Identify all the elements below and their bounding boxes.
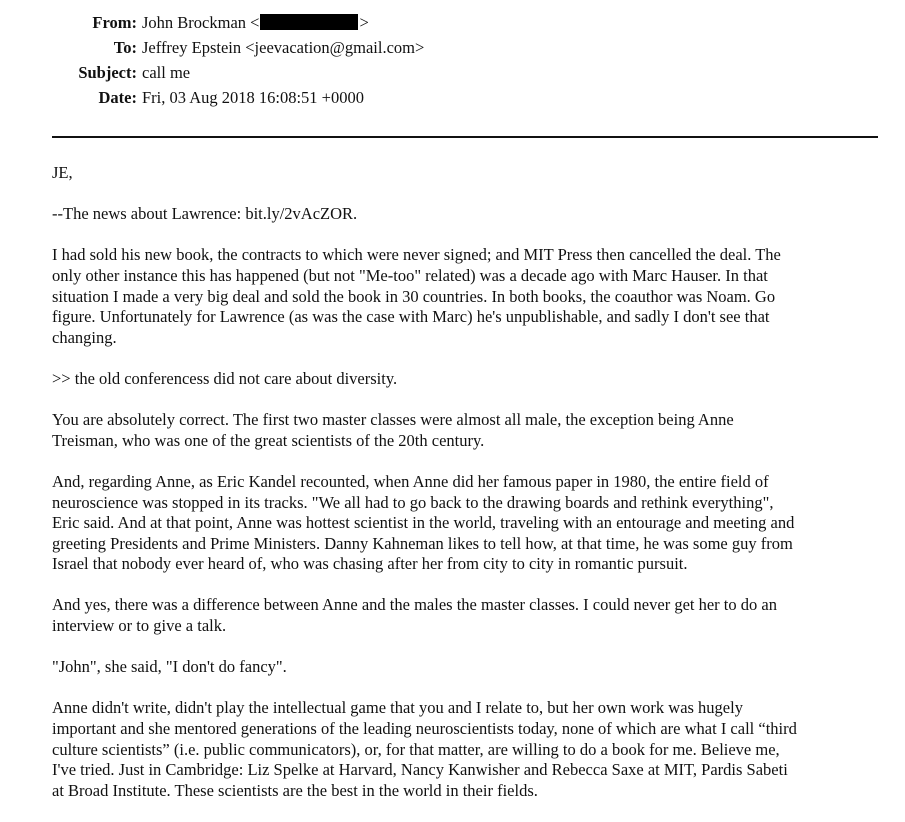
body-line: Anne didn't write, didn't play the intellectual game that you and I relate to, but her own work was hugely (52, 698, 743, 718)
subject-label: Subject: (78, 63, 137, 82)
body-paragraph (52, 204, 887, 225)
date-row (0, 85, 905, 110)
body-line: at Broad Institute. These scientists are the best in the world in their fields. (52, 780, 538, 800)
body-line: only other instance this has happened (but not "Me-too" related) was a decade ago with Marc Hauser. In that (52, 265, 768, 285)
date-value: Fri, 03 Aug 2018 16:08:51 +0000 (142, 88, 364, 107)
body-line: --The news about Lawrence: bit.ly/2vAcZOR. (52, 204, 358, 224)
redaction-box (260, 14, 358, 30)
body-line: Eric said. And at that point, Anne was hottest scientist in the world, traveling with an entourage and meeting and (52, 513, 795, 533)
body-paragraph (52, 472, 887, 575)
body-line: And yes, there was a difference between Anne and the males the master classes. I could never get her to do an (52, 595, 777, 615)
body-paragraph (52, 595, 887, 636)
body-line: Israel that nobody ever heard of, who was chasing after her from city to city in romantic pursuit. (52, 554, 688, 574)
body-line: important and she mentored generations of the leading neuroscientists today, none of which are what I call “third (52, 719, 797, 739)
body-paragraph (52, 410, 887, 451)
body-line: I've tried. Just in Cambridge: Liz Spelke at Harvard, Nancy Kanwisher and Rebecca Saxe at MIT, Pardis Sabeti (52, 760, 788, 780)
email-body (52, 163, 887, 822)
body-line: culture scientists” (i.e. public communicators), or, for that matter, are willing to do a book for me. Believe me, (52, 739, 780, 759)
body-paragraph (52, 657, 887, 678)
to-value: Jeffrey Epstein <jeevacation@gmail.com> (142, 38, 425, 57)
to-row (0, 35, 905, 60)
body-line: greeting Presidents and Prime Ministers. Danny Kahneman likes to tell how, at that time, he was some guy from (52, 533, 793, 553)
body-line: neuroscience was stopped in its tracks. "We all had to go back to the drawing boards and rethink everything", (52, 492, 774, 512)
subject-row (0, 60, 905, 85)
body-line: figure. Unfortunately for Lawrence (as was the case with Marc) he's unpublishable, and sadly I don't see that (52, 307, 770, 327)
body-line: changing. (52, 327, 117, 347)
body-line: And, regarding Anne, as Eric Kandel recounted, when Anne did her famous paper in 1980, the entire field of (52, 471, 769, 491)
subject-value: call me (142, 63, 191, 82)
date-label: Date: (98, 88, 137, 107)
from-label: From: (92, 13, 137, 32)
to-label: To: (113, 38, 137, 57)
from-suffix: > (359, 13, 369, 32)
body-paragraph (52, 698, 887, 801)
body-line: I had sold his new book, the contracts to which were never signed; and MIT Press then cancelled the deal. The (52, 245, 781, 265)
body-paragraph (52, 245, 887, 348)
body-line: interview or to give a talk. (52, 616, 227, 636)
from-row (0, 10, 905, 35)
body-line: "John", she said, "I don't do fancy". (52, 657, 287, 677)
from-name: John Brockman < (142, 13, 260, 32)
body-paragraph (52, 369, 887, 390)
body-line: Treisman, who was one of the great scientists of the 20th century. (52, 430, 485, 450)
body-line: >> the old conferencess did not care about diversity. (52, 368, 398, 388)
header-divider (52, 136, 878, 138)
body-line: JE, (52, 163, 73, 182)
body-line: You are absolutely correct. The first two master classes were almost all male, the exception being Anne (52, 410, 734, 430)
body-line: situation I made a very big deal and sold the book in 30 countries. In both books, the coauthor was Noam. Go (52, 286, 776, 306)
email-header (0, 10, 905, 110)
from-value (142, 10, 369, 35)
body-paragraph (52, 163, 887, 184)
